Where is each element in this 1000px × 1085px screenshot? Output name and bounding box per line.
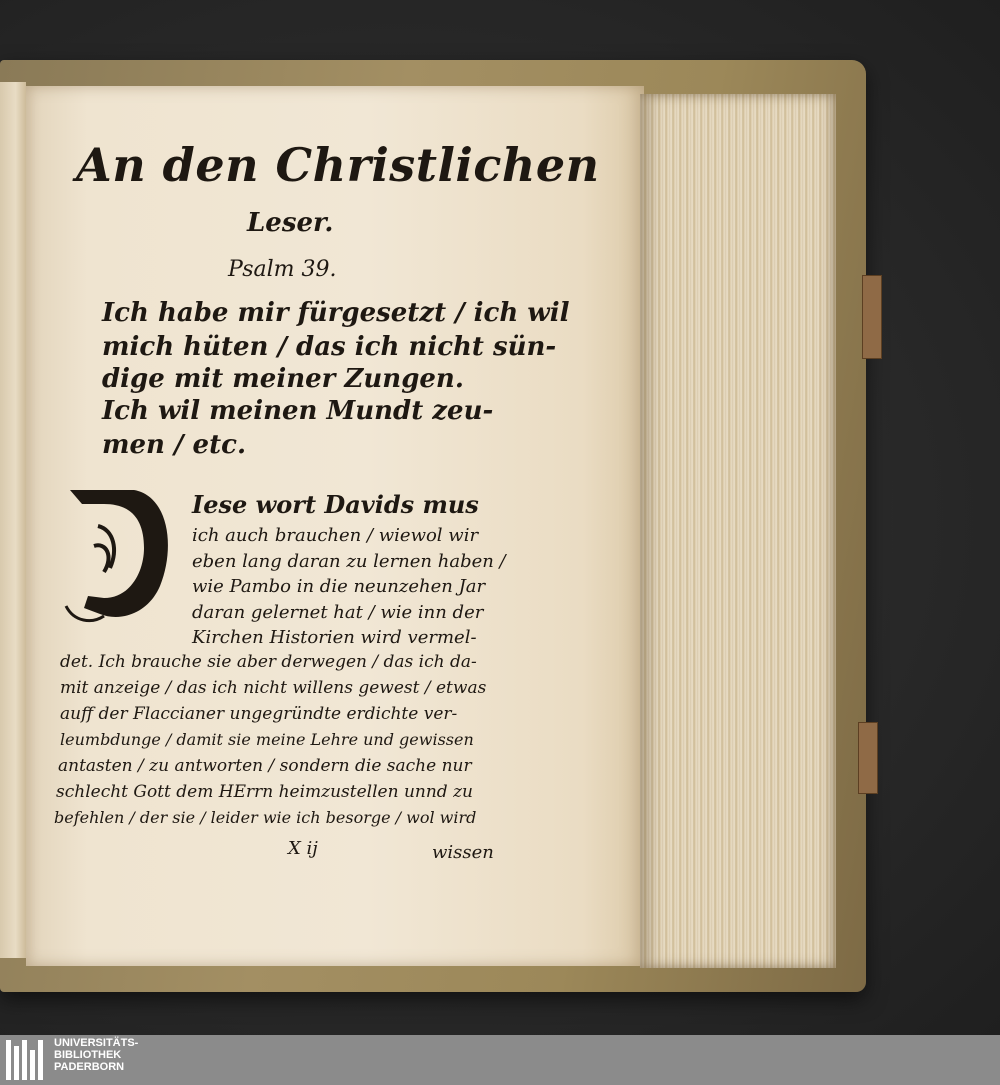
psalm-line: Ich habe mir fürgesetzt / ich wil xyxy=(102,298,570,328)
body-line: det. Ich brauche sie aber derwegen / das ich da- xyxy=(60,652,477,672)
library-logo-text xyxy=(54,1037,138,1073)
body-line: auff der Flaccianer ungegründte erdichte ver- xyxy=(60,704,458,724)
body-line: ich auch brauchen / wiewol wir xyxy=(192,525,479,546)
page-subtitle: Leser. xyxy=(247,208,334,238)
body-line: leumbdunge / damit sie meine Lehre und gewissen xyxy=(60,730,474,749)
body-line: wie Pambo in die neunzehen Jar xyxy=(192,576,486,597)
logo-line: UNIVERSITÄTS- xyxy=(54,1037,139,1049)
body-line: eben lang daran zu lernen haben / xyxy=(192,551,506,572)
psalm-line: Ich wil meinen Mundt zeu- xyxy=(102,396,494,426)
psalm-line: dige mit meiner Zungen. xyxy=(102,364,464,394)
body-line: Kirchen Historien wird vermel- xyxy=(192,627,477,648)
catchword: wissen xyxy=(432,842,494,863)
logo-line: PADERBORN xyxy=(54,1061,125,1073)
library-logo-icon xyxy=(6,1040,48,1080)
psalm-line: mich hüten / das ich nicht sün- xyxy=(102,332,557,362)
decorated-initial xyxy=(64,486,176,626)
body-line: antasten / zu antworten / sondern die sache nur xyxy=(58,756,472,776)
logo-line: BIBLIOTHEK xyxy=(54,1049,122,1061)
body-line: Iese wort Davids mus xyxy=(192,490,479,519)
signature-mark: X ij xyxy=(288,838,318,859)
psalm-line: men / etc. xyxy=(102,430,246,460)
footer-bar xyxy=(0,1035,1000,1085)
body-line: mit anzeige / das ich nicht willens gewest / etwas xyxy=(60,678,487,698)
body-line: daran gelernet hat / wie inn der xyxy=(192,602,484,623)
left-page-edge xyxy=(0,82,26,958)
body-line: schlecht Gott dem HErrn heimzustellen unnd zu xyxy=(56,782,473,802)
body-line: befehlen / der sie / leider wie ich besorge / wol wird xyxy=(54,808,477,827)
psalm-reference: Psalm 39. xyxy=(228,257,337,282)
page-title: An den Christlichen xyxy=(76,138,600,192)
leather-tab-top xyxy=(862,275,882,359)
leather-tab-bottom xyxy=(858,722,878,794)
page-edges xyxy=(640,94,836,968)
